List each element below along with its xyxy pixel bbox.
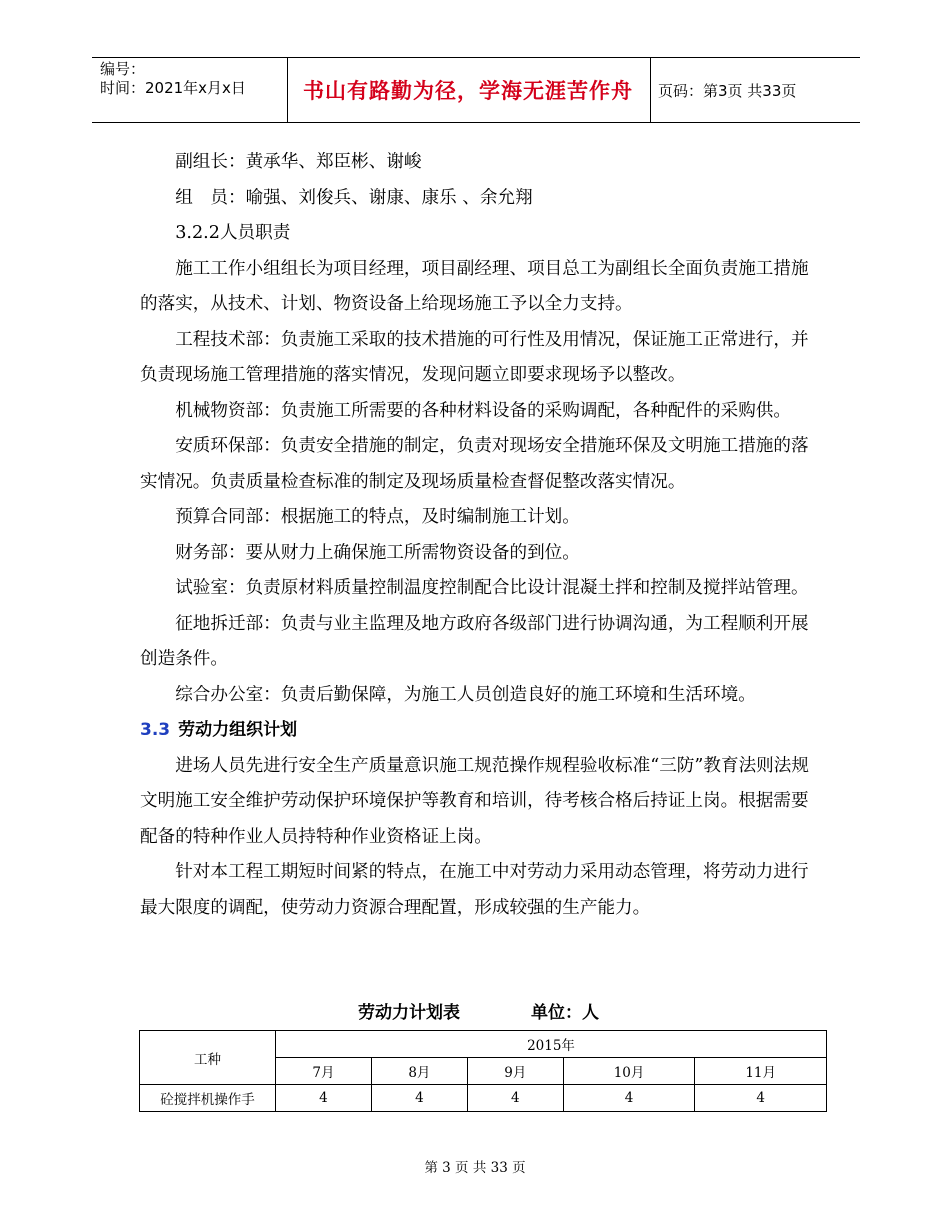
header-divider-right (650, 57, 651, 123)
table-title-text: 劳动力计划表 (358, 1003, 460, 1023)
paragraph: 安质环保部：负责安全措施的制定，负责对现场安全措施环保及文明施工措施的落实情况。负责质量检查标准的制定及现场质量检查督促整改落实情况。 (140, 436, 809, 492)
time-label: 时间：2021年x月x日 (100, 79, 246, 97)
paragraph: 3.2.2人员职责 (175, 223, 291, 243)
year-header: 2015年 (276, 1031, 827, 1058)
header-meta (100, 60, 246, 98)
value-cell: 4 (467, 1085, 563, 1112)
month-header: 8月 (371, 1058, 467, 1085)
paragraph: 工程技术部：负责施工采取的技术措施的可行性及用情况，保证施工正常进行，并负责现场施工管理措施的落实情况，发现问题立即要求现场予以整改。 (140, 329, 809, 385)
paragraph: 副组长：黄承华、郑臣彬、谢峻 (175, 152, 422, 172)
paragraph: 组 员：喻强、刘俊兵、谢康、康乐 、余允翔 (175, 187, 533, 208)
page-footer: 第 3 页 共 33 页 (424, 1160, 526, 1176)
table-title (358, 998, 599, 1023)
section-number: 3.3 (140, 720, 171, 740)
section-heading (140, 713, 812, 749)
work-type-cell: 砼搅拌机操作手 (140, 1085, 276, 1112)
paragraph: 综合办公室：负责后勤保障，为施工人员创造良好的施工环境和生活环境。 (175, 684, 756, 705)
document-body (140, 145, 812, 926)
value-cell: 4 (276, 1085, 372, 1112)
month-header: 7月 (276, 1058, 372, 1085)
paragraph: 财务部：要从财力上确保施工所需物资设备的到位。 (175, 542, 580, 563)
paragraph: 试验室：负责原材料质量控制温度控制配合比设计混凝土拌和控制及搅拌站管理。 (175, 578, 809, 598)
value-cell: 4 (371, 1085, 467, 1112)
paragraph: 施工工作小组组长为项目经理，项目副经理、项目总工为副组长全面负责施工措施的落实，从技术、计划、物资设备上给现场施工予以全力支持。 (140, 258, 809, 314)
paragraph: 预算合同部：根据施工的特点，及时编制施工计划。 (175, 507, 580, 527)
table-row (140, 1085, 827, 1112)
paragraph: 进场人员先进行安全生产质量意识施工规范操作规程验收标准“三防”教育法则法规文明施工安全维护劳动保护环境保护等教育和培训，待考核合格后持证上岗。根据需要配备的特种作业人员持特种作业资格证上岗。 (140, 755, 809, 847)
month-header: 9月 (467, 1058, 563, 1085)
section-title: 劳动力组织计划 (178, 720, 298, 740)
paragraph: 征地拆迁部：负责与业主监理及地方政府各级部门进行协调沟通，为工程顺利开展创造条件。 (140, 613, 809, 669)
serial-label: 编号： (100, 60, 146, 78)
month-header: 10月 (563, 1058, 695, 1085)
work-type-header: 工种 (140, 1031, 276, 1085)
header-page-number: 页码：第3页 共33页 (658, 81, 797, 100)
paragraph: 机械物资部：负责施工所需要的各种材料设备的采购调配，各种配件的采购供。 (175, 400, 791, 421)
labor-plan-table (139, 1030, 827, 1112)
paragraph: 针对本工程工期短时间紧的特点，在施工中对劳动力采用动态管理，将劳动力进行最大限度的调配，使劳动力资源合理配置，形成较强的生产能力。 (140, 862, 809, 918)
value-cell: 4 (563, 1085, 695, 1112)
value-cell: 4 (695, 1085, 827, 1112)
table-unit: 单位：人 (531, 1003, 600, 1023)
header-motto: 书山有路勤为径，学海无涯苦作舟 (303, 79, 633, 103)
month-header: 11月 (695, 1058, 827, 1085)
